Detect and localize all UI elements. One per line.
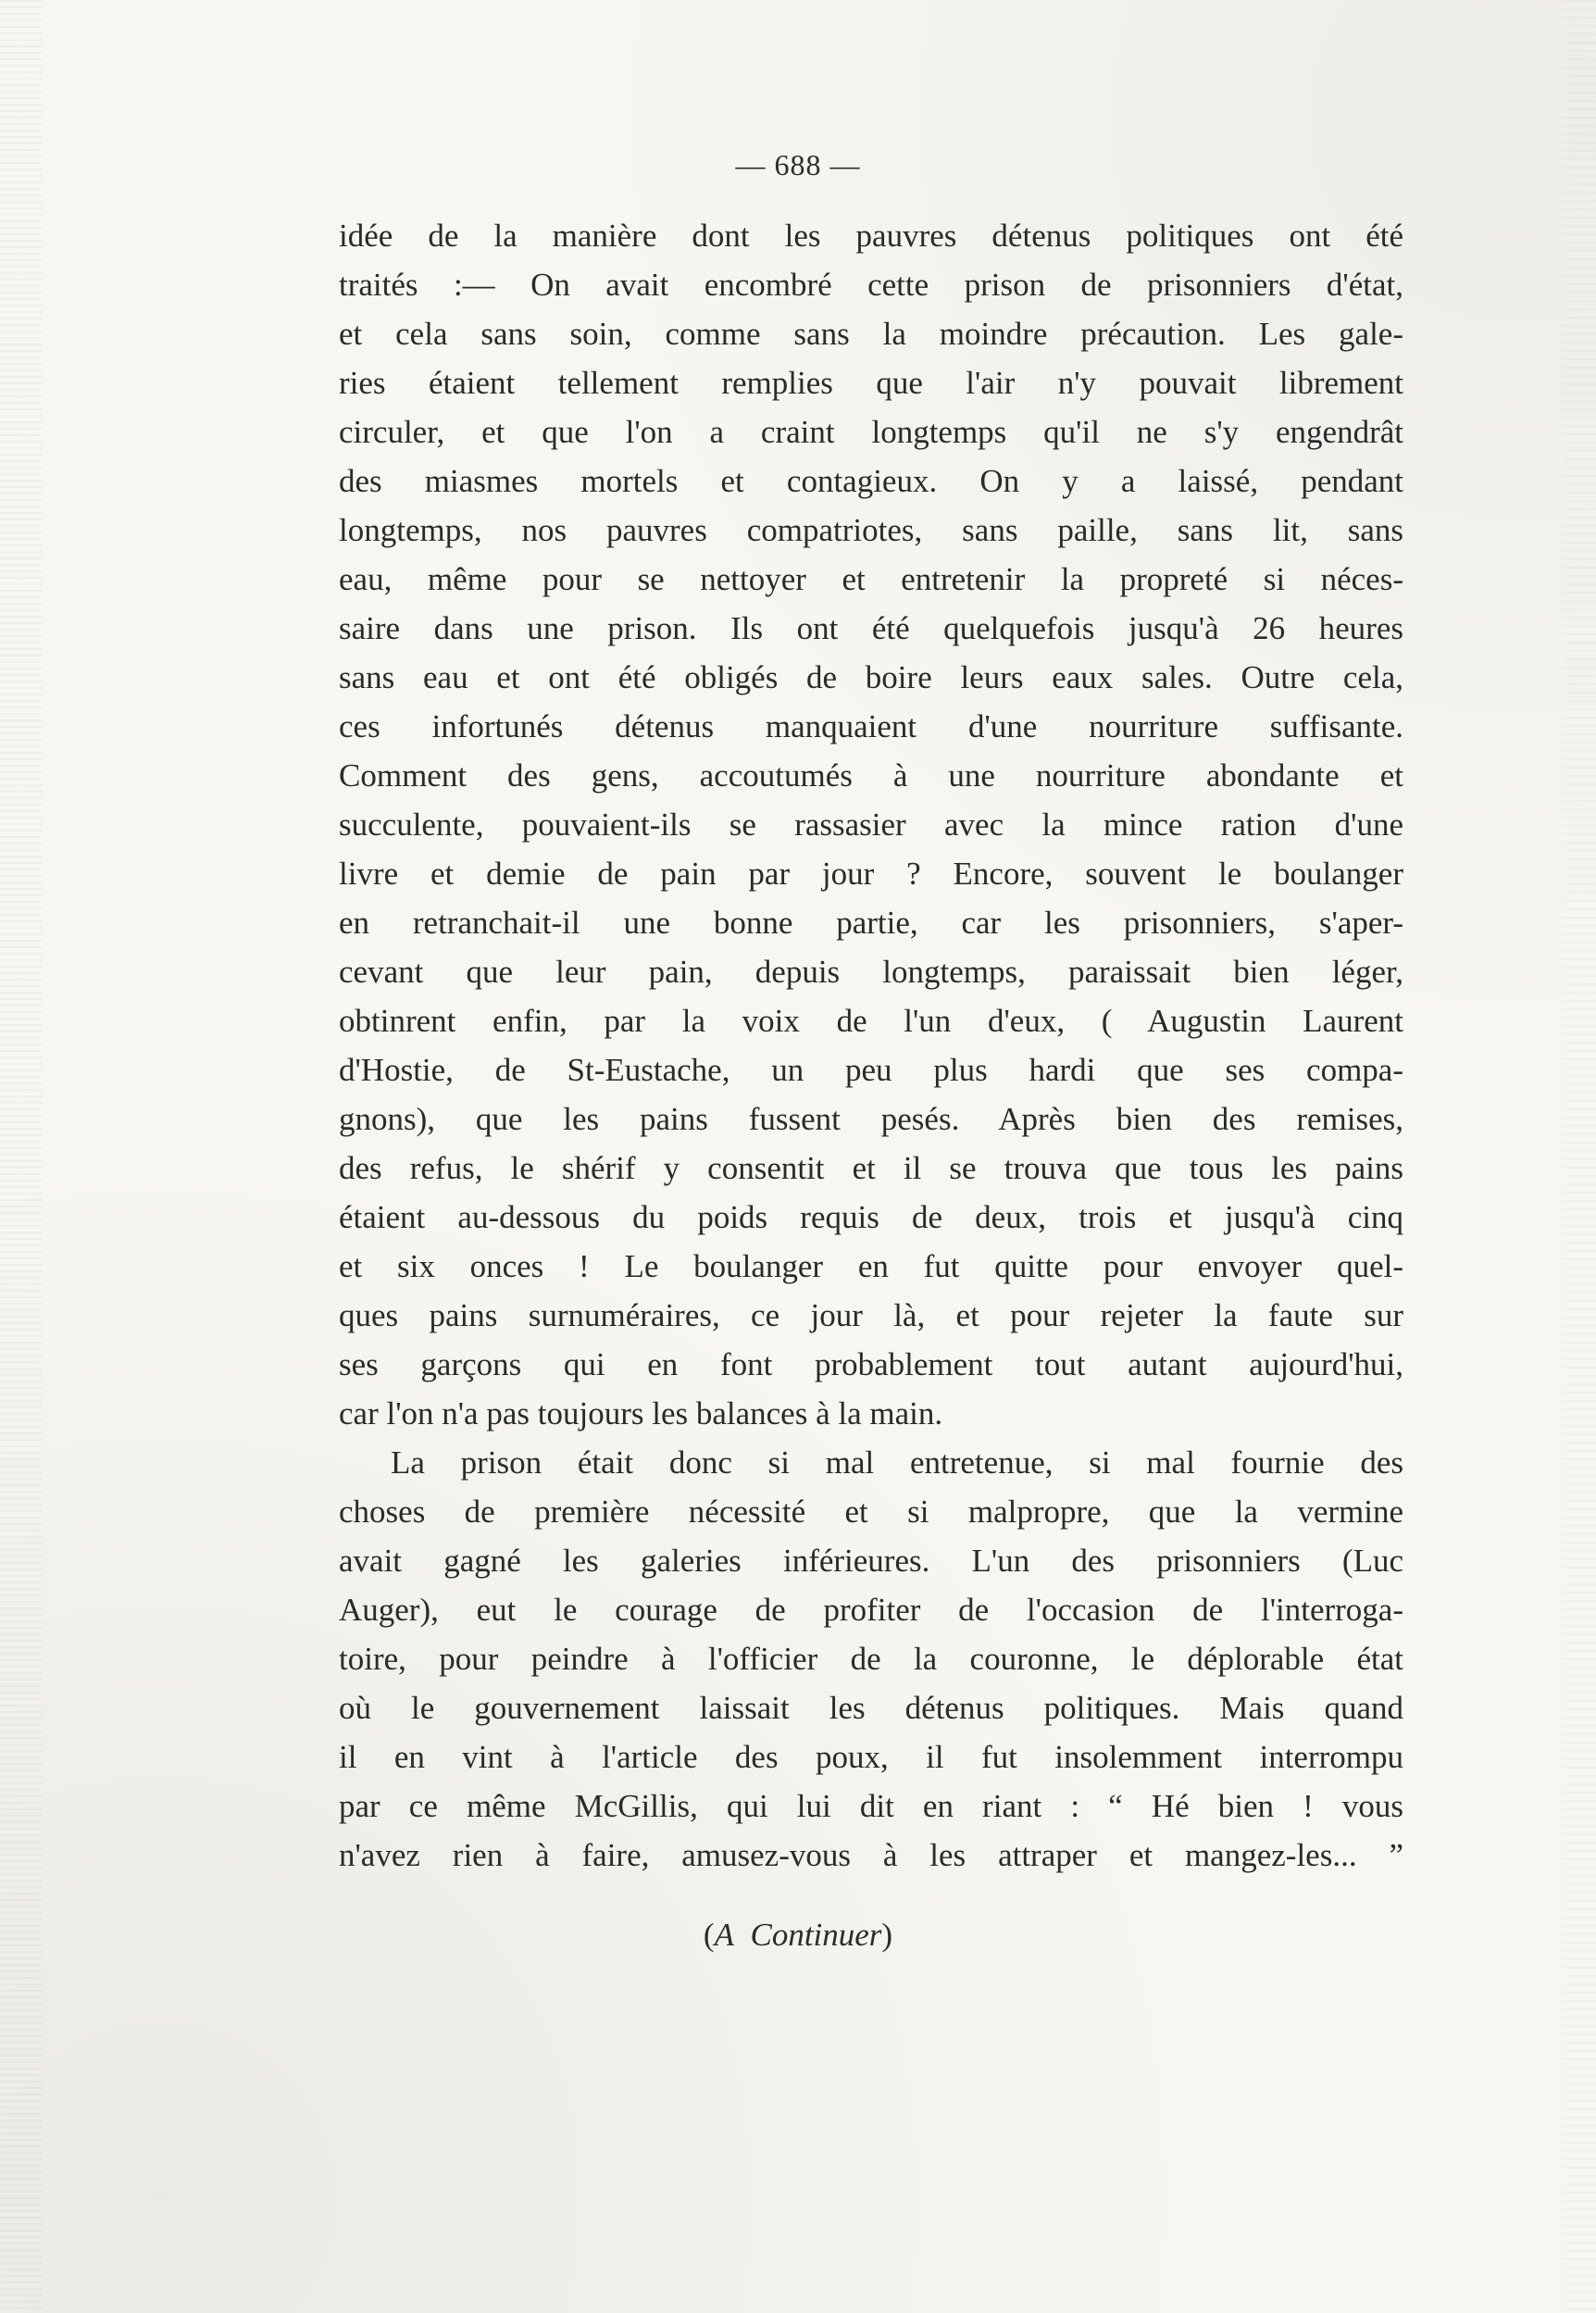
text-line: obtinrent enfin, par la voix de l'un d'eux, ( Augustin Laurent [339,1003,1403,1039]
text-line: avait gagné les galeries inférieures. L'un des prisonniers (Luc [339,1543,1403,1579]
text-line: et six onces ! Le boulanger en fut quitte pour envoyer quel- [339,1248,1403,1284]
text-line: des refus, le shérif y consentit et il se trouva que tous les pains [339,1150,1403,1186]
text-line: ques pains surnuméraires, ce jour là, et pour rejeter la faute sur [339,1297,1403,1333]
continuation-close-paren: ) [881,1917,893,1953]
text-line: étaient au-dessous du poids requis de deux, trois et jusqu'à cinq [339,1199,1403,1235]
text-line: succulente, pouvaient-ils se rassasier avec la mince ration d'une [339,806,1403,843]
text-line: il en vint à l'article des poux, il fut insolemment interrompu [339,1739,1403,1775]
text-line: des miasmes mortels et contagieux. On y a laissé, pendant [339,463,1403,499]
text-line: choses de première nécessité et si malpropre, que la vermine [339,1494,1403,1530]
text-line: cevant que leur pain, depuis longtemps, paraissait bien léger, [339,954,1403,990]
text-line: ses garçons qui en font probablement tout autant aujourd'hui, [339,1346,1403,1382]
text-line: circuler, et que l'on a craint longtemps qu'il ne s'y engendrât [339,414,1403,450]
text-line: et cela sans soin, comme sans la moindre précaution. Les gale- [339,316,1403,352]
text-line: ries étaient tellement remplies que l'air n'y pouvait librement [339,365,1403,401]
text-line: gnons), que les pains fussent pesés. Après bien des remises, [339,1101,1403,1137]
text-line: n'avez rien à faire, amusez-vous à les attraper et mangez-les... ” [339,1837,1403,1873]
text-line: toire, pour peindre à l'officier de la couronne, le déplorable état [339,1641,1403,1677]
text-line: par ce même McGillis, qui lui dit en riant : “ Hé bien ! vous [339,1788,1403,1824]
continuation-word: Continuer [750,1917,882,1953]
continuation-note [0,1917,1596,1954]
page-edge-right [1563,0,1596,2313]
text-line: traités :— On avait encombré cette prison de prisonniers d'état, [339,267,1403,303]
text-line: idée de la manière dont les pauvres détenus politiques ont été [339,218,1403,254]
text-line: en retranchait-il une bonne partie, car les prisonniers, s'aper- [339,905,1403,941]
paragraph-end-line: car l'on n'a pas toujours les balances à la main. [339,1395,943,1432]
continuation-open-paren: ( [703,1917,715,1953]
text-line: eau, même pour se nettoyer et entretenir la propreté si néces- [339,561,1403,597]
text-line: saire dans une prison. Ils ont été quelquefois jusqu'à 26 heures [339,610,1403,646]
continuation-letter: A [714,1917,734,1953]
paragraph-start-line: La prison était donc si mal entretenue, si mal fournie des [391,1444,1403,1481]
body-text [339,211,1403,1880]
text-line: Comment des gens, accoutumés à une nourriture abondante et [339,757,1403,794]
text-line: ces infortunés détenus manquaient d'une nourriture suffisante. [339,708,1403,744]
page-number: — 688 — [735,148,861,181]
page-edge-left [0,0,43,2313]
text-line: Auger), eut le courage de profiter de l'occasion de l'interroga- [339,1592,1403,1628]
text-line: sans eau et ont été obligés de boire leurs eaux sales. Outre cela, [339,659,1403,695]
text-line: longtemps, nos pauvres compatriotes, sans paille, sans lit, sans [339,512,1403,548]
text-line: livre et demie de pain par jour ? Encore, souvent le boulanger [339,856,1403,892]
text-line: d'Hostie, de St-Eustache, un peu plus hardi que ses compa- [339,1052,1403,1088]
text-line: où le gouvernement laissait les détenus politiques. Mais quand [339,1690,1403,1726]
